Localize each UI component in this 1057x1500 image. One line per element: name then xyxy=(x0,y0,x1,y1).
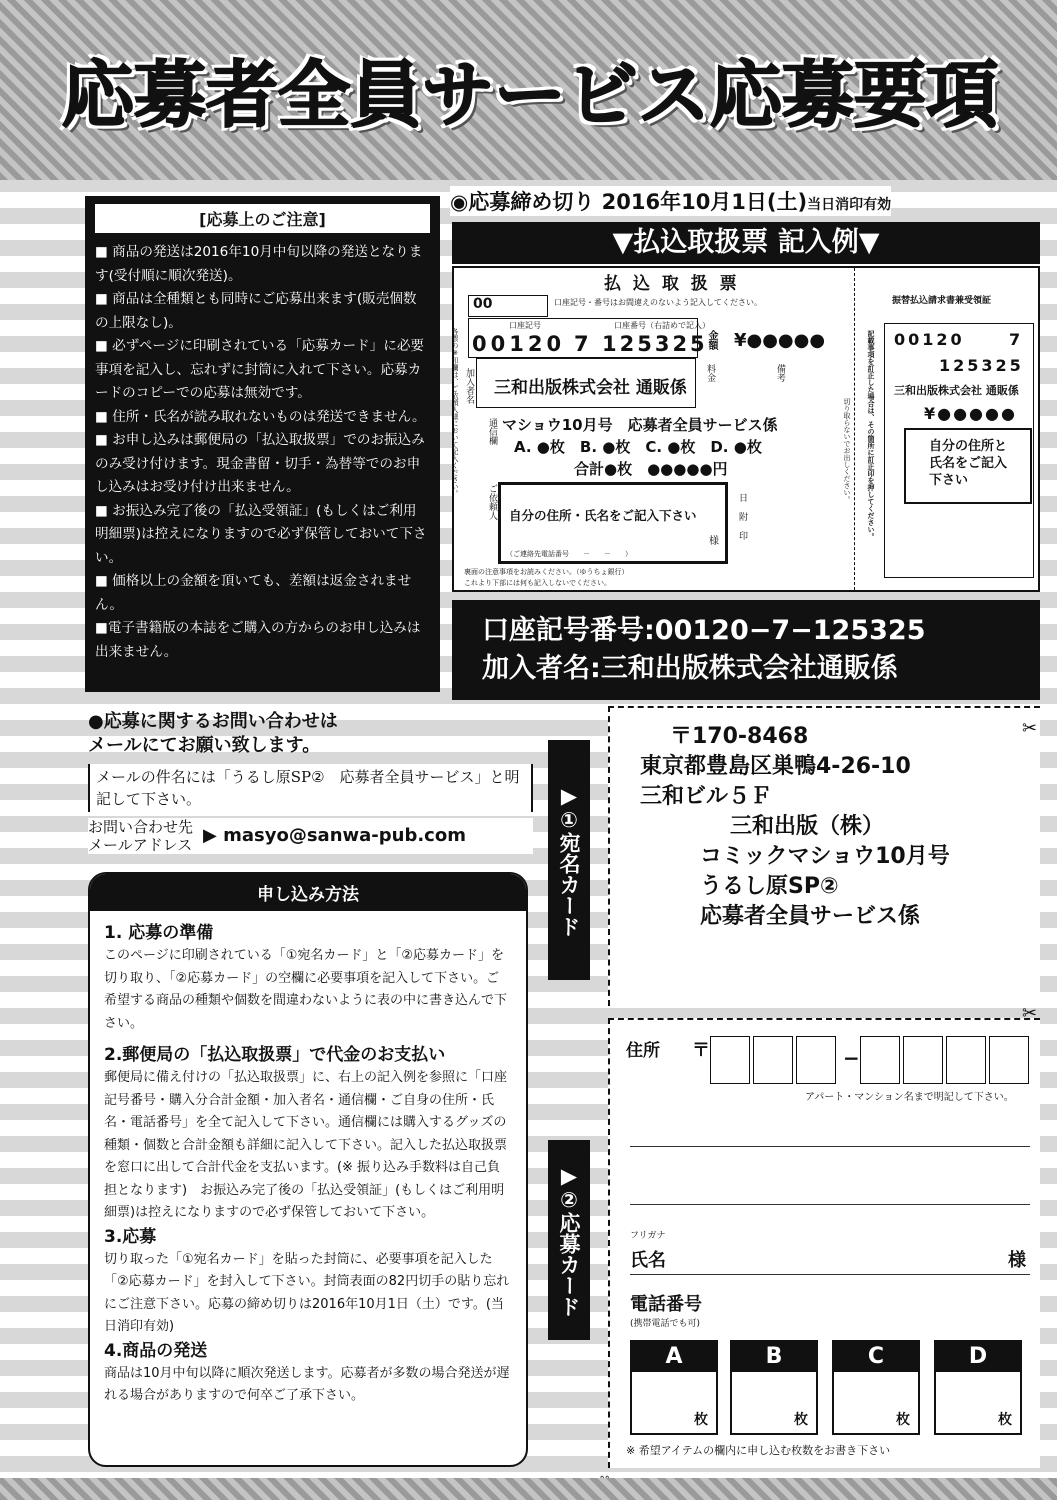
method-heading: 2.郵便局の「払込取扱票」で代金のお支払い xyxy=(104,1045,446,1065)
scissors-icon: ✂ xyxy=(1022,1003,1038,1024)
item-letter: A xyxy=(632,1342,716,1372)
notice-item: ■ 商品は全種類とも同時にご応募出来ます(販売個数の上限なし)。 xyxy=(95,291,417,331)
notice-item: ■ 価格以上の金額を頂いても、差額は返金されません。 xyxy=(95,573,412,613)
item-unit: 枚 xyxy=(794,1412,808,1428)
contact-row xyxy=(88,818,533,854)
comm-label: 通信欄 xyxy=(487,418,497,445)
slip-footer-1: 裏面の注意事項をお読みください。（ゆうちょ銀行） xyxy=(464,568,629,576)
payee: 三和出版株式会社 通販係 xyxy=(494,378,687,398)
account-symbol: 00120 xyxy=(472,332,566,356)
slip-divider xyxy=(854,268,855,590)
postal-digit-box[interactable] xyxy=(860,1036,900,1084)
address-line: うるし原SP② xyxy=(700,874,839,899)
address-line: コミックマショウ10月号 xyxy=(700,844,950,869)
account-number-line: 口座記号番号:00120−7−125325 xyxy=(482,615,926,646)
method-title: 申し込み方法 xyxy=(90,874,526,911)
address-line: 応募者全員サービス係 xyxy=(700,904,921,929)
address-line: 〒170-8468 xyxy=(670,724,809,749)
address-line: 東京都豊島区巣鴨4-26-10 xyxy=(640,754,911,779)
item-unit: 枚 xyxy=(896,1412,910,1428)
notice-box xyxy=(85,196,440,692)
receipt-account-check: 7 xyxy=(1009,330,1021,349)
slip-heading: 払 込 取 扱 票 xyxy=(604,274,740,294)
comm-line-2: A. ●枚 B. ●枚 C. ●枚 D. ●枚 xyxy=(514,438,762,456)
date-stamp: 日附印 xyxy=(737,493,747,550)
subject-note: メールの件名には「うるし原SP② 応募者全員サービス」と明記して下さい。 xyxy=(88,764,533,812)
sama: 様 xyxy=(709,536,719,547)
notice-title: [応募上のご注意] xyxy=(95,204,430,233)
code-prefix: 00 xyxy=(468,295,548,317)
postal-digit-box[interactable] xyxy=(753,1036,793,1084)
address-line-field[interactable] xyxy=(630,1204,1030,1205)
address-card xyxy=(608,706,1040,1006)
method-text: 切り取った「①宛名カード」を貼った封筒に、必要事項を記入した「②応募カード」を封入して下さい。封筒表面の82円切手の貼り忘れにご注意下さい。応募の締め切りは2016年10月1日（土）です。(当日消印有効) xyxy=(104,1251,510,1334)
notice-item: ■ お申し込みは郵便局の「払込取扱票」でのお振込みのみ受け付けます。現金書留・切手・為替等でのお申し込みはお受け付け出来ません。 xyxy=(95,432,425,495)
postal-digit-box[interactable] xyxy=(796,1036,836,1084)
item-box-c[interactable] xyxy=(832,1340,920,1435)
method-text: 商品は10月中旬以降に順次発送します。応募者が多数の場合発送が遅れる場合がありますので何卒ご了承下さい。 xyxy=(104,1365,510,1403)
address-line: 三和ビル５Ｆ xyxy=(640,784,773,809)
comm-line-1: マショウ10月号 応募者全員サービス係 xyxy=(502,416,778,434)
method-heading: 3.応募 xyxy=(104,1226,157,1247)
method-text: 郵便局に備え付けの「払込取扱票」に、右上の記入例を参照に「口座記号番号・購入分合計金額・加入者名・通信欄・ご自身の住所・氏名・電話番号」を全て記入して下さい。通信欄には購入するグッズの種類・個数と合計金額も詳細に記入して下さい。記入した払込取扱票を窓口に出して合計代金を支払います。(※ 振り込み手数料は自己負担となります) お振込み完了後の「払込受領証」(もしくはご利用明細票)は控えになりますので必ず保管しておいて下さい。 xyxy=(104,1070,508,1220)
inquiry-heading: ●応募に関するお問い合わせは xyxy=(88,711,338,732)
slip-side-note: 各票の※印欄は、ご依頼人様において記入ください。 xyxy=(451,328,459,497)
amount: ¥●●●●● xyxy=(734,330,826,351)
item-unit: 枚 xyxy=(998,1412,1012,1428)
item-letter: D xyxy=(936,1342,1020,1372)
requester-label: ご依頼人 xyxy=(487,484,497,520)
contact-label: お問い合わせ先 xyxy=(88,818,194,836)
postal-dash: − xyxy=(843,1046,860,1070)
receipt-payee: 三和出版株式会社 通販係 xyxy=(894,384,1019,397)
notice-item: ■ 商品の発送は2016年10月中旬以降の発送となります(受付順に順次発送)。 xyxy=(95,244,423,284)
receipt-amount: ¥●●●●● xyxy=(924,404,1017,423)
application-method xyxy=(88,872,528,1467)
contact-label-2: メールアドレス xyxy=(88,836,193,854)
account-number-label: 口座番号（右詰めで記入） xyxy=(614,321,710,330)
deadline-label: ◉応募締め切り xyxy=(450,190,595,214)
postal-digit-box[interactable] xyxy=(946,1036,986,1084)
email-text[interactable]: masyo@sanwa-pub.com xyxy=(223,825,466,846)
deadline xyxy=(450,186,891,216)
scissors-icon: ✂ xyxy=(1022,718,1038,739)
postal-digit-box[interactable] xyxy=(710,1036,750,1084)
correction-note: 記載事項を訂正した場合は、その箇所に訂正印を押してください。 xyxy=(867,330,875,540)
name-sama: 様 xyxy=(1008,1250,1026,1271)
method-text: このページに印刷されている「①宛名カード」と「②応募カード」を切り取り、「②応募カード」の空欄に必要事項を記入して下さい。ご希望する商品の種類や個数を間違わないように表の中に書き込んで下さい。 xyxy=(104,948,508,1031)
notice-item: ■ 必ずページに印刷されている「応募カード」に必要事項を記入し、忘れずに封筒に入れて下さい。応募カードのコピーでの応募は無効です。 xyxy=(95,338,425,401)
slip-instruction: 口座記号・番号はお間違えのないよう記入してください。 xyxy=(554,298,762,307)
account-check: 7 xyxy=(574,332,589,356)
address-label: 住所 xyxy=(626,1041,660,1061)
phone-label: （ご連絡先電話番号 － － ） xyxy=(506,550,632,558)
address-prompt: 自分の住所・氏名をご記入下さい xyxy=(509,508,697,523)
receipt-account-number: 125325 xyxy=(939,356,1024,375)
postal-mark: 〒 xyxy=(692,1040,710,1061)
receipt-title: 振替払込請求書兼受領証 xyxy=(892,296,992,306)
address-line-field[interactable] xyxy=(630,1146,1030,1147)
tab-address-card: ▶①宛名カード xyxy=(548,740,590,980)
receipt-prompt: 自分の住所と氏名をご記入下さい xyxy=(929,439,1008,488)
page-title: 応募者全員サービス応募要項 xyxy=(61,53,998,137)
item-box-d[interactable] xyxy=(934,1340,1022,1435)
postal-digit-box[interactable] xyxy=(989,1036,1029,1084)
comm-line-3: 合計●枚 ●●●●●円 xyxy=(574,460,728,478)
inquiry-heading-2: メールにてお願い致します。 xyxy=(88,735,321,756)
slip-footer-2: これより下部には何も記入しないでください。 xyxy=(464,579,611,587)
inquiry-section xyxy=(88,710,533,854)
deadline-note: 当日消印有効 xyxy=(807,197,892,213)
cut-note: 切り取らないでお出しください。 xyxy=(843,398,851,503)
method-heading: 4.商品の発送 xyxy=(104,1340,208,1361)
item-footnote: ※ 希望アイテムの欄内に申し込む枚数をお書き下さい xyxy=(626,1444,891,1457)
item-unit: 枚 xyxy=(694,1412,708,1428)
receipt-account-symbol: 00120 xyxy=(894,330,965,349)
footer-background xyxy=(0,1478,1057,1500)
account-number: 125325 xyxy=(602,332,708,356)
remarks-label: 備考 xyxy=(775,364,785,382)
method-heading: 1. 応募の準備 xyxy=(104,923,214,943)
account-name-line: 加入者名:三和出版株式会社通販係 xyxy=(482,653,898,684)
item-letter: C xyxy=(834,1342,918,1372)
application-card xyxy=(608,1018,1040,1468)
item-letter: B xyxy=(732,1342,816,1372)
item-box-a[interactable] xyxy=(630,1340,718,1435)
amount-label: 金額 xyxy=(706,330,717,350)
notice-item: ■電子書籍版の本誌をご購入の方からのお申し込みは出来ません。 xyxy=(95,620,421,660)
item-box-b[interactable] xyxy=(730,1340,818,1435)
email-link[interactable]: ▶ masyo@sanwa-pub.com xyxy=(203,825,466,846)
notice-item: ■ 住所・氏名が読み取れないものは発送できません。 xyxy=(95,408,426,425)
apartment-note: アパート・マンション名まで明記して下さい。 xyxy=(805,1092,1014,1103)
address-line: 三和出版（株） xyxy=(730,814,885,839)
phone-label: 電話番号 xyxy=(630,1294,702,1315)
postal-digit-box[interactable] xyxy=(903,1036,943,1084)
fee-label: 料金 xyxy=(705,364,715,382)
notice-item: ■ お振込み完了後の「払込受領証」(もしくはご利用明細票)は控えになりますので必ず保管しておいて下さい。 xyxy=(95,502,427,566)
account-info xyxy=(452,600,1040,700)
name-field[interactable] xyxy=(630,1274,1030,1275)
payment-slip-example xyxy=(452,266,1040,592)
phone-note: (携帯電話でも可) xyxy=(630,1319,701,1329)
deadline-date: 2016年10月1日(土) xyxy=(601,190,808,214)
account-symbol-label: 口座記号 xyxy=(509,321,541,330)
slip-example-banner: ▼払込取扱票 記入例▼ xyxy=(452,222,1040,264)
furigana-label: フリガナ xyxy=(630,1231,666,1241)
payee-label: 加入者名 xyxy=(464,368,474,404)
name-label: 氏名 xyxy=(630,1250,666,1271)
tab-application-card: ▶②応募カード xyxy=(548,1140,590,1340)
